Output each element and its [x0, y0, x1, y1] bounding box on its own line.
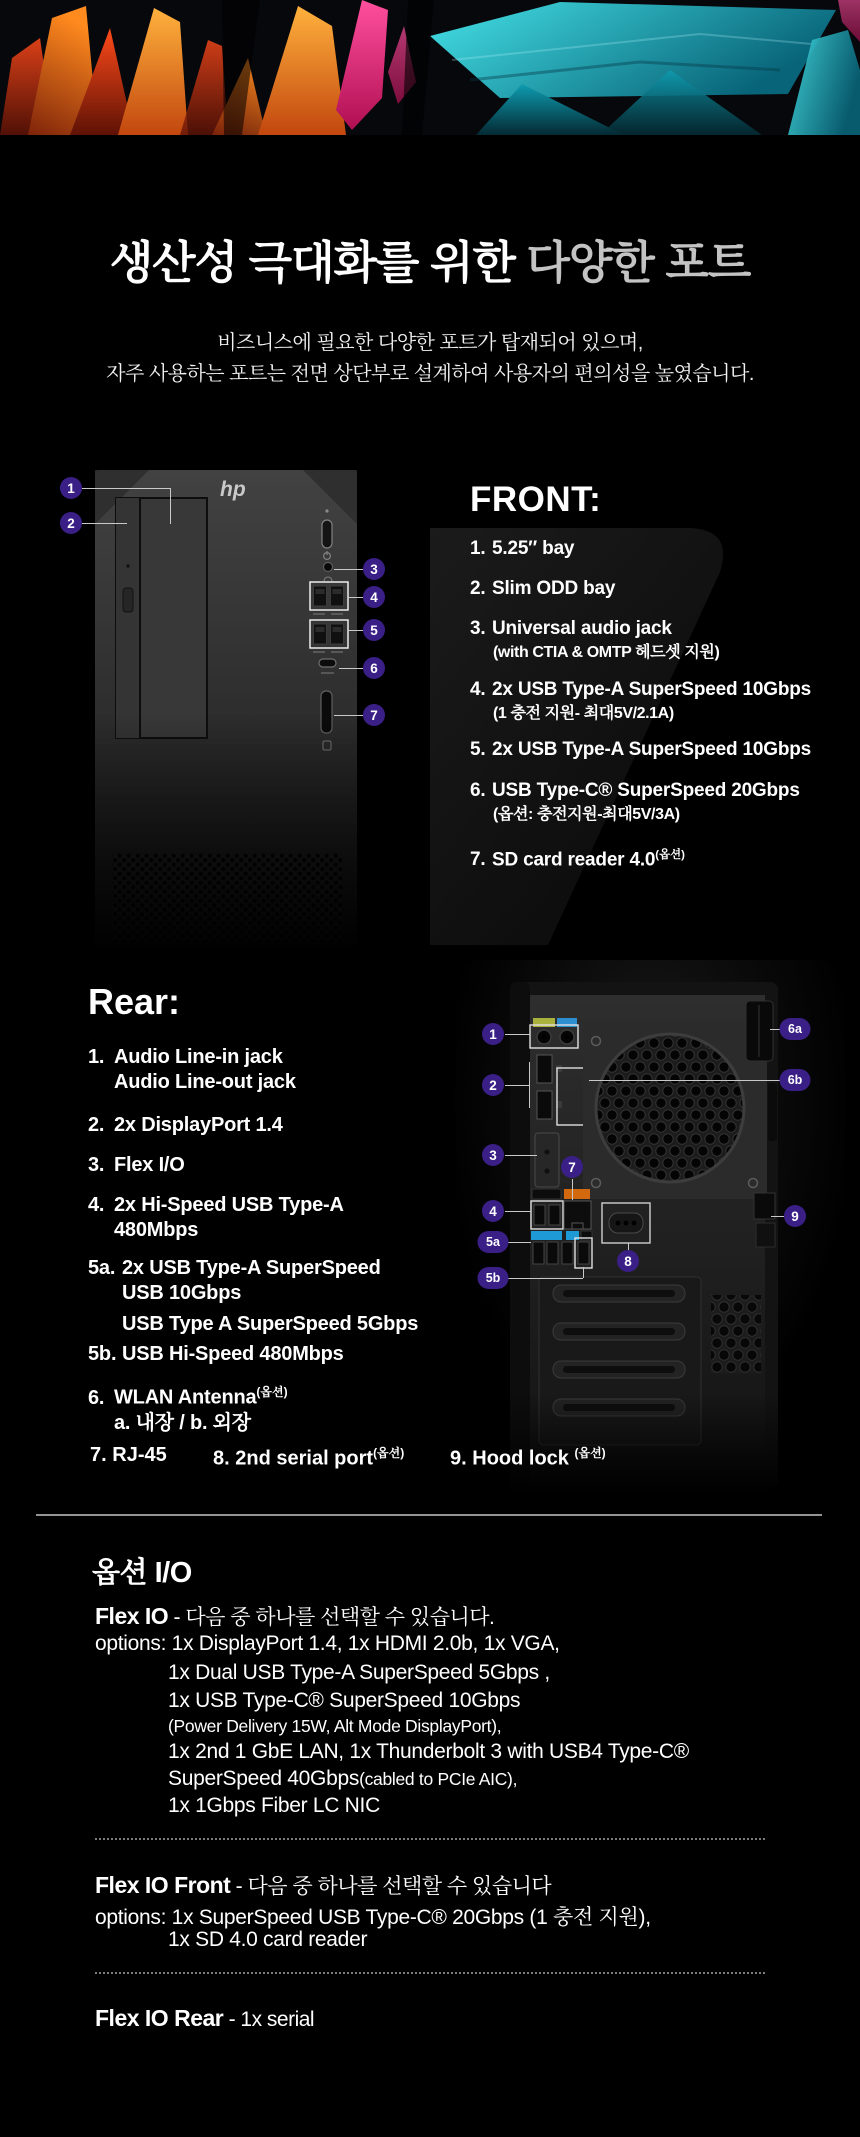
rear-list-item-5a: 5a. 2x USB Type-A SuperSpeed USB 10Gbps USB Type A SuperSpeed 5Gbps [88, 1257, 419, 1335]
section-divider [36, 1514, 822, 1516]
rear-vent-honeycomb [711, 1295, 761, 1373]
rear-callout-5a: 5a [478, 1231, 509, 1253]
front-callout-line-7 [334, 715, 363, 716]
rear-item-7: 7. RJ-45 [90, 1444, 167, 1466]
rear-section-heading: Rear: [88, 981, 181, 1022]
subtitle-line1: 비즈니스에 필요한 다양한 포트가 탑재되어 있으며, [217, 332, 643, 354]
rear-callout-line-6b [589, 1080, 780, 1081]
front-callout-line-5 [348, 630, 363, 631]
rear-list-item-2: 2. 2x DisplayPort 1.4 [88, 1114, 283, 1136]
rear-callout-9: 9 [784, 1205, 806, 1227]
front-callout-3: 3 [363, 558, 385, 580]
front-callout-5: 5 [363, 619, 385, 641]
front-audio-jack [324, 563, 333, 572]
hp-logo: hp [220, 478, 246, 501]
front-list-item-5: 5. 2x USB Type-A SuperSpeed 10Gbps [470, 739, 811, 760]
page-subtitle [0, 328, 860, 390]
flex-io-opt1: options: 1x DisplayPort 1.4, 1x HDMI 2.0b, 1x VGA, [95, 1632, 560, 1655]
ss-usb-label-1 [531, 1231, 562, 1240]
front-list-item-1: 1. 5.25″ bay [470, 538, 575, 559]
rear-callout-line-7 [572, 1179, 573, 1200]
rear-callout-line-8 [628, 1243, 629, 1250]
front-list-item-3: 3. Universal audio jack (with CTIA & OMTP 헤드셋 지원) [470, 618, 720, 661]
flex-io-rear-line: Flex IO Rear - 1x serial [95, 2005, 315, 2031]
front-callout-4: 4 [363, 586, 385, 608]
usb-480-label [532, 1189, 561, 1199]
page-title-white: 생산성 극대화를 위한 [109, 237, 527, 288]
rear-callout-3: 3 [482, 1144, 504, 1166]
front-callout-6: 6 [363, 657, 385, 679]
rear-list-item-1: 1. Audio Line-in jack Audio Line-out jack [88, 1046, 296, 1093]
rear-callout-6b: 6b [780, 1069, 811, 1091]
rear-list-item-5b: 5b. USB Hi-Speed 480Mbps [88, 1343, 344, 1365]
rear-callout-5b: 5b [478, 1267, 509, 1289]
rear-tower-image [465, 965, 825, 1495]
front-callout-line-1b [170, 488, 171, 524]
front-callout-1: 1 [60, 477, 82, 499]
flex-io-front-opt1: options: 1x SuperSpeed USB Type-C® 20Gbps (1 충전 지원), [95, 1906, 651, 1929]
displayport-2 [537, 1091, 552, 1119]
front-list-item-4: 4. 2x USB Type-A SuperSpeed 10Gbps (1 충전 지원- 최대5V/2.1A) [470, 679, 811, 722]
hero-crystals-banner-image [0, 0, 860, 135]
rear-list-item-3: 3. Flex I/O [88, 1154, 185, 1176]
dotted-divider-1 [95, 1838, 765, 1840]
front-callout-line-6 [339, 668, 363, 669]
rear-item-8: 8. 2nd serial port$^{(옵션)}$ [213, 1446, 405, 1470]
front-callout-line-2 [82, 523, 127, 524]
rear-callout-6a: 6a [780, 1018, 811, 1040]
rear-callout-line-5b [507, 1278, 583, 1279]
page-title [0, 226, 860, 291]
flex-io-opt3: 1x USB Type-C® SuperSpeed 10Gbps [168, 1689, 521, 1712]
rear-callout-line-5b-v [583, 1267, 584, 1278]
rear-callout-2: 2 [482, 1074, 504, 1096]
rear-callout-line-2 [505, 1085, 529, 1086]
options-io-heading: 옵션 I/O [92, 1557, 192, 1589]
rear-callout-1: 1 [482, 1023, 504, 1045]
dotted-divider-2 [95, 1972, 765, 1974]
rear-list-item-4: 4. 2x Hi-Speed USB Type-A 480Mbps [88, 1194, 344, 1241]
subtitle-line2: 자주 사용하는 포트는 전면 상단부로 설계하여 사용자의 편의성을 높였습니다. [106, 363, 754, 385]
lan-label [564, 1189, 590, 1199]
flex-io-front-title-line: Flex IO Front - 다음 중 하나를 선택할 수 있습니다 [95, 1872, 552, 1898]
flex-io-opt3b: (Power Delivery 15W, Alt Mode DisplayPort), [168, 1716, 502, 1736]
rear-callout-line-4 [505, 1211, 531, 1212]
front-tower-image [50, 462, 370, 952]
flex-io-opt2: 1x Dual USB Type-A SuperSpeed 5Gbps , [168, 1661, 550, 1684]
front-usbc-port [319, 659, 336, 667]
front-callout-line-4 [348, 597, 363, 598]
rear-callout-line-5a [507, 1242, 531, 1243]
rear-callout-7: 7 [561, 1156, 583, 1178]
front-callout-7: 7 [363, 704, 385, 726]
flex-io-opt5: SuperSpeed 40Gbps(cabled to PCIe AIC), [168, 1767, 518, 1790]
flex-io-opt4: 1x 2nd 1 GbE LAN, 1x Thunderbolt 3 with USB4 Type-C® [168, 1740, 689, 1763]
displayport-1 [537, 1055, 552, 1083]
front-callout-2: 2 [60, 512, 82, 534]
rear-callout-4: 4 [482, 1200, 504, 1222]
flex-io-opt6: 1x 1Gbps Fiber LC NIC [168, 1794, 380, 1817]
front-list-item-6: 6. USB Type-C® SuperSpeed 20Gbps (옵션: 충전지원-최대5V/3A) [470, 780, 800, 823]
flex-io-front-opt2: 1x SD 4.0 card reader [168, 1928, 368, 1951]
rear-callout-8: 8 [617, 1250, 639, 1272]
front-list-item-7: 7. SD card reader $4.0^{(옵션)}$ [470, 849, 685, 871]
rear-callout-line-2b [529, 1062, 530, 1108]
front-list-item-2: 2. Slim ODD bay [470, 578, 616, 599]
front-section-heading: FRONT: [470, 480, 602, 519]
rear-fan-grille [596, 1034, 744, 1182]
front-callout-line-1 [82, 488, 170, 489]
flex-io-title-line: Flex IO - 다음 중 하나를 선택할 수 있습니다. [95, 1603, 495, 1629]
rear-list-item-6: 6. WLAN Antenna$^{(옵션)}$ a. 내장 / b. 외장 [88, 1385, 288, 1434]
rear-callout-line-3 [505, 1155, 537, 1156]
rear-callout-line-1 [505, 1034, 530, 1035]
page-title-gray: 다양한 포트 [526, 237, 751, 288]
flex-io-plate [535, 1133, 559, 1187]
rear-item-9: 9. Hood lock $^{(옵션)}$ [450, 1446, 606, 1470]
rear-callout-line-9 [771, 1216, 784, 1217]
front-callout-line-3 [334, 569, 363, 570]
